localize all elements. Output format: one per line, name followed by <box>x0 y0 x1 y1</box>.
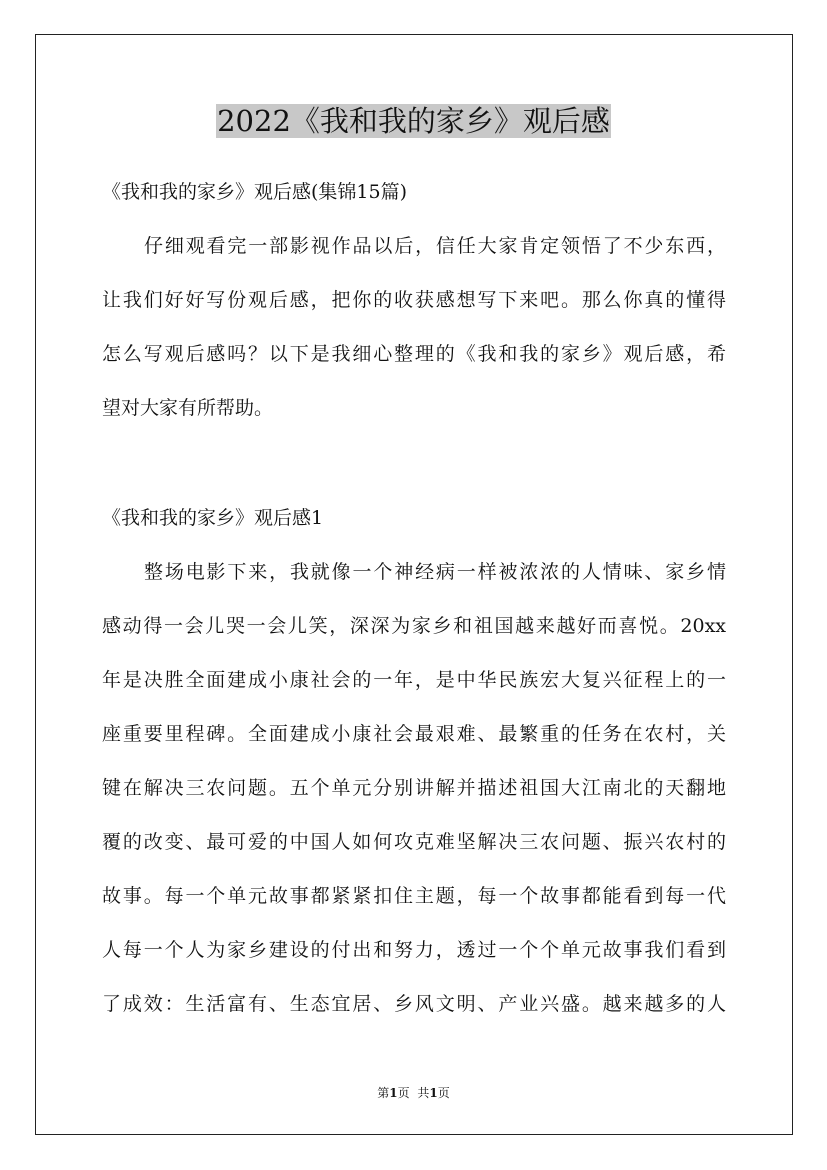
total-prefix: 共 <box>417 1086 430 1100</box>
document-title-text: 2022《我和我的家乡》观后感 <box>217 104 610 138</box>
body-line: 座重要里程碑。全面建成小康社会最艰难、最繁重的任务在农村，关 <box>102 723 726 745</box>
body-line: 人每一个人为家乡建设的付出和努力，透过一个个单元故事我们看到 <box>102 939 726 961</box>
total-pages: 1 <box>429 1086 438 1100</box>
page-number: 1 <box>389 1086 398 1100</box>
body-line: 整场电影下来，我就像一个神经病一样被浓浓的人情味、家乡情 <box>144 561 726 583</box>
body-line: 键在解决三农问题。五个单元分别讲解并描述祖国大江南北的天翻地 <box>102 777 726 799</box>
body-line: 感动得一会儿哭一会儿笑，深深为家乡和祖国越来越好而喜悦。20xx <box>102 615 726 637</box>
intro-line: 怎么写观后感吗？以下是我细心整理的《我和我的家乡》观后感，希 <box>102 343 726 365</box>
page-footer <box>0 1085 827 1101</box>
body-line: 年是决胜全面建成小康社会的一年，是中华民族宏大复兴征程上的一 <box>102 669 726 691</box>
intro-line: 仔细观看完一部影视作品以后，信任大家肯定领悟了不少东西， <box>144 235 726 257</box>
body-line: 故事。每一个单元故事都紧紧扣住主题，每一个故事都能看到每一代 <box>102 885 726 907</box>
page-prefix: 第 <box>377 1086 390 1100</box>
total-suffix: 页 <box>437 1086 450 1100</box>
document-subtitle: 《我和我的家乡》观后感(集锦15篇) <box>102 181 408 203</box>
page-suffix: 页 <box>397 1086 410 1100</box>
document-title <box>0 101 827 141</box>
intro-line: 望对大家有所帮助。 <box>102 397 274 419</box>
body-line: 覆的改变、最可爱的中国人如何攻克难坚解决三农问题、振兴农村的 <box>102 831 726 853</box>
intro-line: 让我们好好写份观后感，把你的收获感想写下来吧。那么你真的懂得 <box>102 289 726 311</box>
section-heading: 《我和我的家乡》观后感1 <box>102 507 324 529</box>
body-line: 了成效：生活富有、生态宜居、乡风文明、产业兴盛。越来越多的人 <box>102 993 726 1015</box>
